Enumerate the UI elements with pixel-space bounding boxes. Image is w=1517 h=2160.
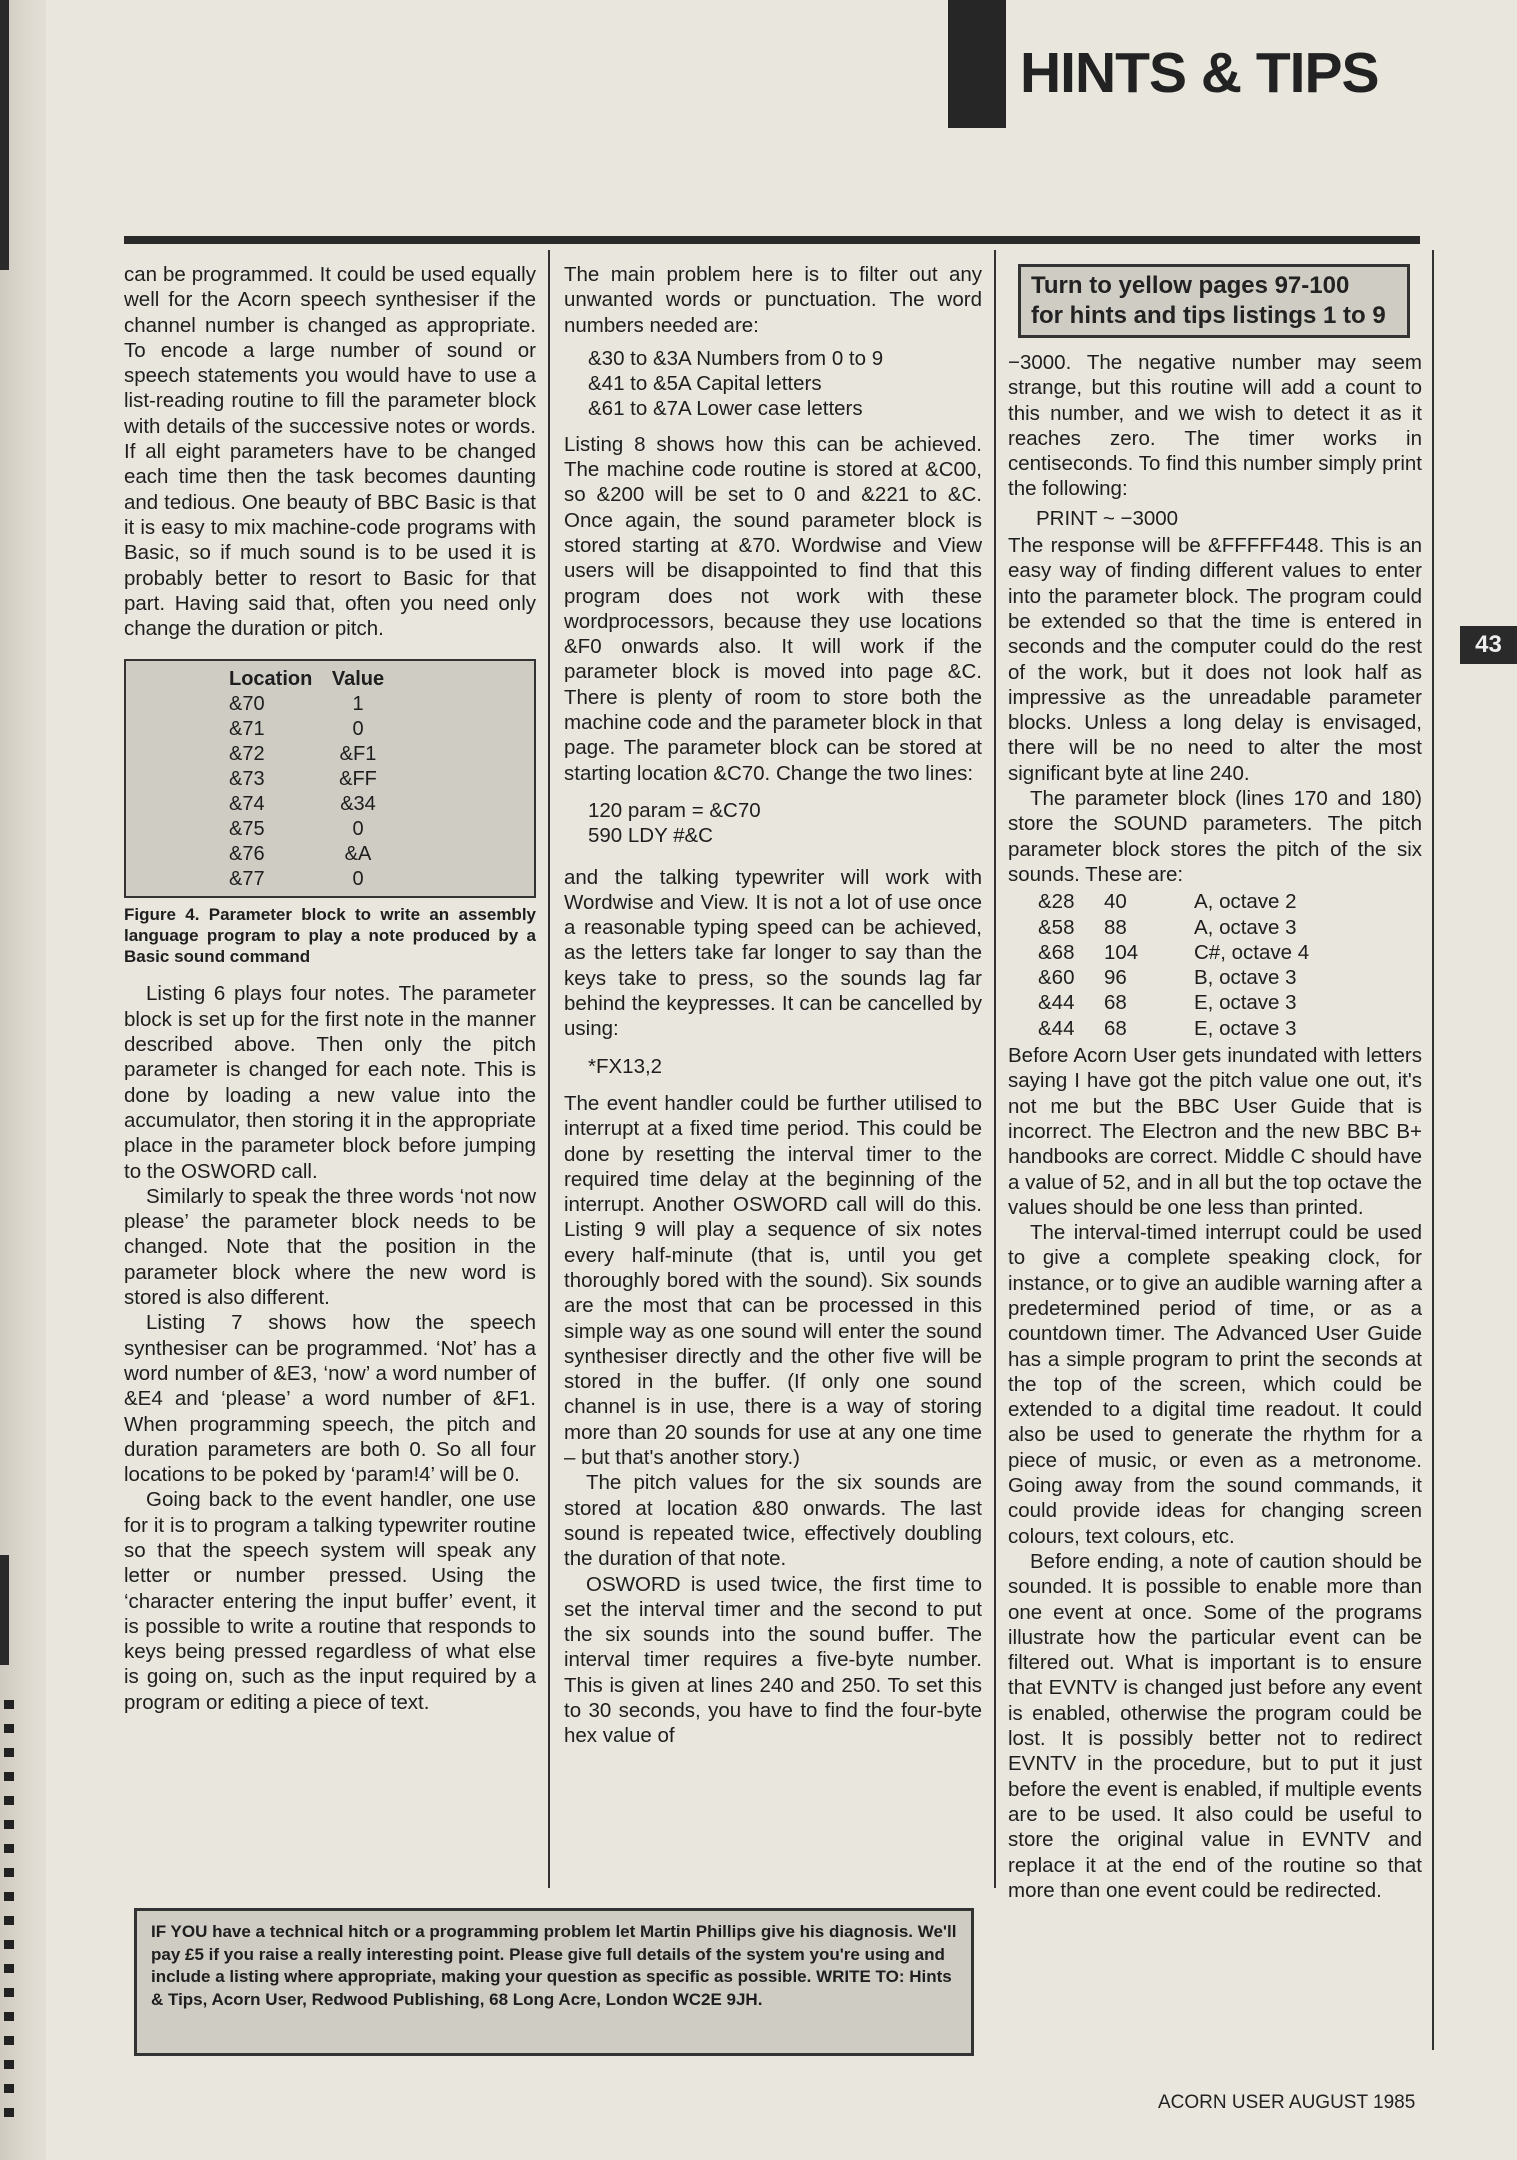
spine-edge-bottom: [0, 1555, 9, 1665]
figure-loc: &73: [229, 768, 265, 791]
pitch-hex: &60: [1038, 966, 1075, 990]
paragraph: Before ending, a note of caution should be sounded. It is possible to enable more than one event at once. Some of the programs illustrate how the particular event can be filtered out. What is important is to ensure that EVNTV is changed just before any event is enabled, otherwise the program could be lost. It is possibly better not to redirect EVNTV in the procedure, but to put it just before the event is enabled, if multiple events are to be used. It also could be useful to store the original value in EVNTV and replace it at the end of the routine so that more than one event could be redirected.: [1008, 1549, 1422, 1902]
figure-row: [126, 692, 534, 717]
paragraph: The response will be &FFFFF448. This is an easy way of finding different values to enter into the parameter block. The program could be extended so that the time is entered in seconds and the computer could do the rest of the work, but it does not look half as impressive as the unreadable parameter blocks. Unless a long delay is envisaged, there will be no need to alter the most significant byte at line 240.: [1008, 534, 1422, 785]
figure-row: [126, 792, 534, 817]
figure-val: &A: [344, 843, 372, 866]
figure-header-location: Location: [229, 668, 313, 691]
pitch-hex: &28: [1038, 890, 1075, 914]
figure-val: &F1: [339, 743, 377, 766]
figure-loc: &76: [229, 843, 265, 866]
pitch-hex: &44: [1038, 991, 1075, 1015]
header-block: [948, 0, 1006, 128]
pitch-row: [1038, 1016, 1422, 1041]
pitch-note: A, octave 3: [1194, 915, 1297, 939]
paragraph: Before Acorn User gets inundated with letters saying I have got the pitch value one out, it's not me but the BBC User Guide that is incorrect. The Electron and the new BBC B+ handbooks are correct. Middle C should have a value of 52, and in all but the top octave the values should be one less than printed.: [1008, 1044, 1422, 1219]
pitch-note: E, octave 3: [1194, 1016, 1297, 1040]
pitch-note: A, octave 2: [1194, 890, 1297, 914]
column-divider-3: [1432, 250, 1434, 2050]
paragraph: The event handler could be further utilised to interrupt at a fixed time period. This could be done by resetting the interval timer to the required time delay at the beginning of the interrupt. Another OSWORD call will do this. Listing 9 will play a sequence of six notes every half-minute (that is, until you get thoroughly bored with the sound). Six sounds are the most that can be processed in this simple way as one sound will enter the sound synthesiser directly and the other five will be stored in the buffer. (If only one sound channel is in use, there is a way of storing more than 20 sounds for use at any one time – but that's another story.): [564, 1091, 982, 1470]
pitch-row: [1038, 990, 1422, 1015]
pitch-dec: 96: [1104, 966, 1127, 990]
spine-dots: [4, 1700, 14, 2120]
pitch-row: [1038, 940, 1422, 965]
code-line: 120 param = &C70: [588, 798, 761, 822]
column-divider-1: [548, 250, 550, 1888]
code-line: *FX13,2: [588, 1054, 663, 1078]
pitch-hex: &68: [1038, 940, 1075, 964]
pitch-row: [1038, 889, 1422, 914]
figure-row: [126, 817, 534, 842]
spine-edge-top: [0, 0, 9, 270]
word-number-list: [588, 346, 982, 422]
pitch-dec: 68: [1104, 991, 1127, 1015]
page-number-tab: 43: [1460, 626, 1517, 664]
figure-val: 1: [352, 693, 364, 716]
pitch-dec: 68: [1104, 1016, 1127, 1040]
pitch-note: E, octave 3: [1194, 991, 1297, 1015]
figure-row: [126, 742, 534, 767]
pitch-hex: &44: [1038, 1016, 1075, 1040]
yellow-pages-box: [1018, 264, 1410, 338]
paragraph: and the talking typewriter will work with Wordwise and View. It is not a lot of use once a reasonable typing speed can be achieved, as the letters take far longer to say than the keys take to press, so the sounds lag far behind the keypresses. It can be cancelled by using:: [564, 865, 982, 1041]
code-line: 590 LDY #&C: [588, 824, 713, 848]
paragraph: The parameter block (lines 170 and 180) store the SOUND parameters. The pitch parameter block stores the pitch of the six sounds. These are:: [1008, 787, 1422, 886]
figure-row: [126, 767, 534, 792]
paragraph: OSWORD is used twice, the first time to set the interval timer and the second to put the six sounds into the sound buffer. The interval timer requires a five-byte number. This is given at lines 240 and 250. To set this to 30 seconds, you have to find the four-byte hex value of: [564, 1572, 982, 1748]
figure-table: [124, 659, 536, 898]
page-footer: ACORN USER AUGUST 1985: [1158, 2092, 1416, 2113]
yellow-box-line: Turn to yellow pages 97-100: [1031, 272, 1350, 299]
figure-loc: &72: [229, 743, 265, 766]
yellow-box-line: for hints and tips listings 1 to 9: [1031, 302, 1386, 329]
figure-loc: &71: [229, 718, 265, 741]
paragraph: Similarly to speak the three words ‘not now please’ the parameter block needs to be changed. Note that the position in the parameter block where the new word is stored is also different.: [124, 1184, 536, 1310]
figure-val: 0: [352, 818, 364, 841]
pitch-dec: 88: [1104, 915, 1127, 939]
paragraph: Going back to the event handler, one use for it is to program a talking typewriter routine so that the speech system will speak any letter or number pressed. Using the ‘character entering the input buffer’ event, it is possible to write a routine that responds to keys being pressed regardless of what else is going on, such as the input required by a program or editing a piece of text.: [124, 1488, 536, 1714]
paragraph: The main problem here is to filter out any unwanted words or punctuation. The word numbers needed are:: [564, 263, 982, 337]
code-line: PRINT ~ −3000: [1036, 506, 1179, 530]
pitch-hex: &58: [1038, 915, 1075, 939]
column-3: [1008, 256, 1422, 1903]
contact-text: IF YOU have a technical hitch or a programming problem let Martin Phillips give his diagnosis. We'll pay £5 if you raise a really interesting point. Please give full details of the system you're using and include a listing where appropriate, making your question as specific as possible. WRITE TO: Hints & Tips, Acorn User, Redwood Publishing, 68 Long Acre, London WC2E 9JH.: [151, 1922, 957, 2009]
figure-row: [126, 867, 534, 892]
figure-val: &34: [340, 793, 376, 816]
figure-loc: &70: [229, 693, 265, 716]
page-title: HINTS & TIPS: [1020, 41, 1379, 105]
figure-header-row: [126, 667, 534, 692]
column-2: [564, 262, 982, 1749]
paragraph: The pitch values for the six sounds are stored at location &80 onwards. The last sound is repeated twice, effectively doubling the duration of that note.: [564, 1471, 982, 1571]
list-item: &30 to &3A Numbers from 0 to 9: [588, 346, 884, 370]
figure-val: &FF: [339, 768, 377, 791]
paragraph: −3000. The negative number may seem strange, but this routine will add a count to this number, and we wish to detect it as it reaches zero. The timer works in centiseconds. To find this number simply print the following:: [1008, 351, 1422, 501]
pitch-dec: 40: [1104, 890, 1127, 914]
fx-command: [588, 1054, 982, 1079]
print-command: [1036, 506, 1422, 531]
paragraph: Listing 7 shows how the speech synthesiser can be programmed. ‘Not’ has a word number of &E3, ‘now’ a word number of &E4 and ‘please’ a word number of &F1. When programming speech, the pitch and duration parameters are both 0. So all four locations to be poked by ‘param!4’ will be 0.: [124, 1311, 536, 1487]
column-1: [124, 262, 536, 1715]
top-rule: [124, 236, 1420, 244]
figure-val: 0: [352, 718, 364, 741]
list-item: &41 to &5A Capital letters: [588, 372, 822, 396]
code-lines: [588, 798, 982, 849]
paragraph: Listing 6 plays four notes. The parameter block is set up for the first note in the manner described above. Then only the pitch parameter is changed for each note. This is done by loading a new value into the accumulator, then storing it in the appropriate place in the parameter block before jumping to the OSWORD call.: [124, 982, 536, 1183]
figure-loc: &74: [229, 793, 265, 816]
pitch-row: [1038, 965, 1422, 990]
paragraph: can be programmed. It could be used equally well for the Acorn speech synthesiser if the channel number is changed as appropriate. To encode a large number of sound or speech statements you would have to use a list-reading routine to fill the parameter block with details of the successive notes or words. If all eight parameters have to be changed each time then the task becomes daunting and tedious. One beauty of BBC Basic is that it is easy to mix machine-code programs with Basic, so if much sound is to be used it is probably better to resort to Basic for that part. Having said that, often you need only change the duration or pitch.: [124, 263, 536, 641]
pitch-table: [1038, 889, 1422, 1041]
pitch-row: [1038, 915, 1422, 940]
page-spine: [0, 0, 46, 2160]
figure-row: [126, 717, 534, 742]
list-item: &61 to &7A Lower case letters: [588, 397, 863, 421]
paragraph: Listing 8 shows how this can be achieved. The machine code routine is stored at &C00, so &200 will be set to 0 and &221 to &C. Once again, the sound parameter block is stored starting at &70. Wordwise and View users will be disappointed to find that this program does not work with these wordprocessors, because they use locations &F0 onwards also. It will work if the parameter block is moved into page &C. There is plenty of room to store both the machine code and the parameter block in that page. The parameter block can be stored at starting location &C70. Change the two lines:: [564, 432, 982, 785]
pitch-note: C#, octave 4: [1194, 940, 1310, 964]
figure-loc: &77: [229, 868, 265, 891]
figure-loc: &75: [229, 818, 265, 841]
paragraph: The interval-timed interrupt could be used to give a complete speaking clock, for instance, or to give an audible warning after a predetermined period of time, or as a countdown timer. The Advanced User Guide has a simple program to print the seconds at the top of the screen, which could be extended to a digital time readout. It could also be used to generate the rhythm for a piece of music, or even as a metronome. Going away from the sound commands, it could provide ideas for changing screen colours, text colours, etc.: [1008, 1221, 1422, 1548]
figure-caption: Figure 4. Parameter block to write an assembly language program to play a note produced by a Basic sound command: [124, 905, 536, 967]
figure-val: 0: [352, 868, 364, 891]
figure-row: [126, 842, 534, 867]
figure-header-value: Value: [331, 668, 385, 691]
contact-box: [134, 1908, 974, 2056]
pitch-dec: 104: [1104, 940, 1139, 964]
pitch-note: B, octave 3: [1194, 966, 1297, 990]
column-divider-2: [994, 250, 996, 1888]
